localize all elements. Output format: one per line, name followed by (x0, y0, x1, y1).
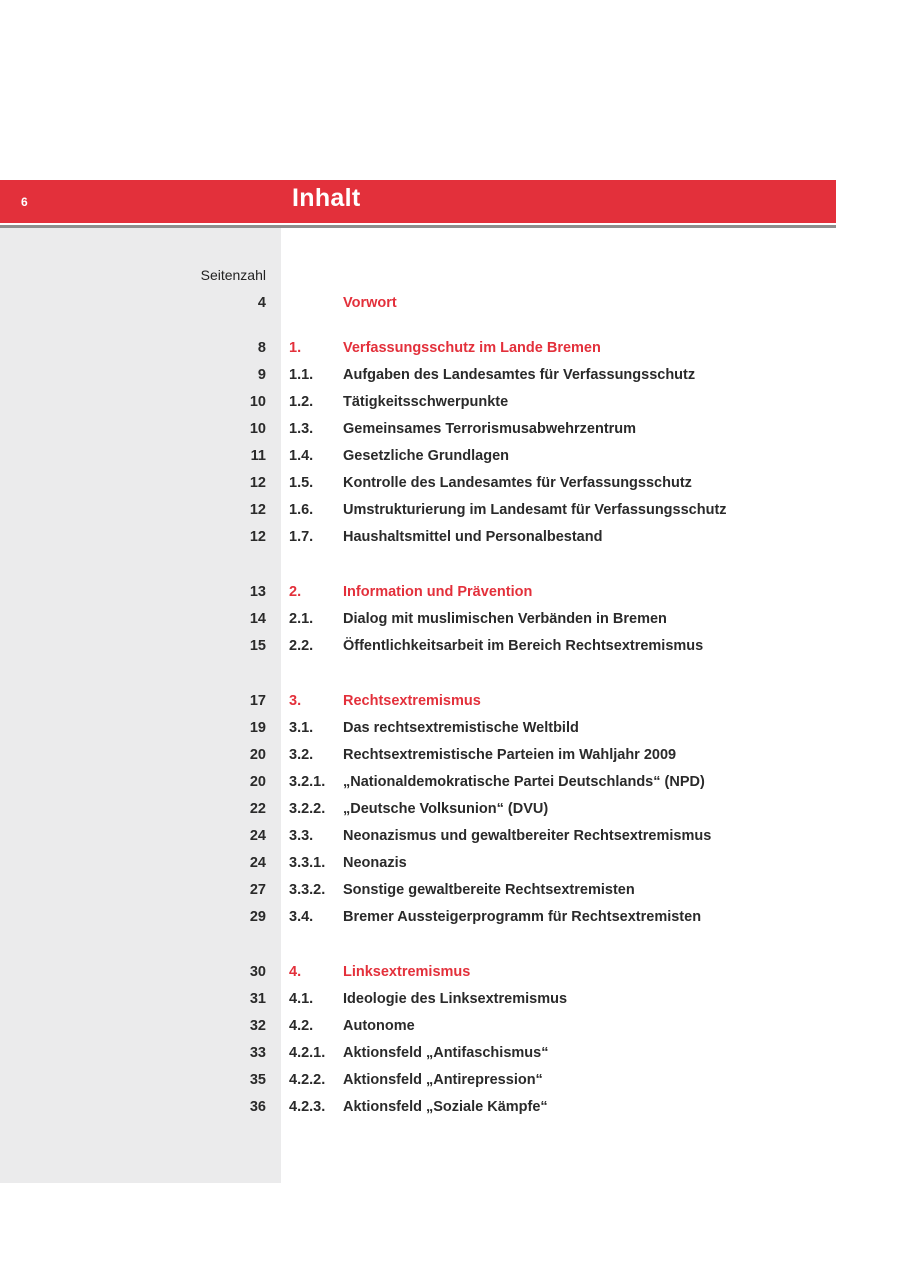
toc-page-number: 10 (249, 421, 266, 437)
toc-section-number: 1.7. (289, 529, 314, 545)
toc-section-number: 1.6. (289, 502, 314, 518)
toc-page-number: 13 (249, 584, 266, 600)
toc-page-number: 31 (249, 991, 266, 1007)
toc-page-number: 17 (249, 693, 266, 709)
toc-section-number: 1.5. (289, 475, 314, 491)
toc-page-number: 10 (249, 394, 266, 410)
toc-section-title: Umstrukturierung im Landesamt für Verfassungsschutz (343, 502, 727, 518)
toc-section-number: 3. (289, 693, 302, 709)
toc-section-number: 2.1. (289, 611, 314, 627)
page-title: Inhalt (292, 184, 361, 212)
toc-section-number: 1.4. (289, 448, 314, 464)
toc-section-number: 3.3.1. (289, 855, 326, 871)
toc-section-number: 3.3. (289, 828, 314, 844)
toc-page-number: 11 (250, 448, 266, 464)
toc-entry (0, 691, 900, 711)
toc-section-title: Gemeinsames Terrorismusabwehrzentrum (343, 421, 637, 437)
toc-entry (0, 989, 900, 1009)
toc-section-number: 3.2.2. (289, 801, 326, 817)
toc-section-number: 2.2. (289, 638, 314, 654)
toc-entry (0, 338, 900, 358)
toc-section-number: 4. (289, 964, 302, 980)
toc-page-number: 24 (249, 828, 266, 844)
toc-page-number: 22 (249, 801, 266, 817)
toc-section-title: „Nationaldemokratische Partei Deutschlands“ (NPD) (343, 774, 705, 790)
toc-section-number: 3.1. (289, 720, 314, 736)
toc-section-title: Rechtsextremismus (343, 693, 481, 709)
title-band (0, 180, 836, 223)
toc-section-title: Ideologie des Linksextremismus (343, 991, 568, 1007)
toc-section-title: Rechtsextremistische Parteien im Wahljahr 2009 (343, 747, 677, 763)
toc-section-title: Aktionsfeld „Antifaschismus“ (343, 1045, 549, 1061)
toc-section-number: 2. (289, 584, 302, 600)
toc-entry (0, 392, 900, 412)
toc-section-number: 1.2. (289, 394, 314, 410)
toc-section-number: 4.2. (289, 1018, 314, 1034)
toc-section-title: Dialog mit muslimischen Verbänden in Bremen (343, 611, 667, 627)
toc-entry (0, 880, 900, 900)
toc-page-number: 9 (257, 367, 266, 383)
toc-entry (0, 636, 900, 656)
toc-entry (0, 293, 900, 313)
page-number: 6 (21, 195, 28, 209)
toc-entry (0, 446, 900, 466)
toc-section-number: 4.2.1. (289, 1045, 326, 1061)
toc-section-title: Haushaltsmittel und Personalbestand (343, 529, 603, 545)
toc-section-number: 1.3. (289, 421, 314, 437)
toc-entry (0, 609, 900, 629)
toc-page-number: 36 (249, 1099, 266, 1115)
toc-page-number: 32 (249, 1018, 266, 1034)
toc-page-number: 20 (249, 774, 266, 790)
toc-section-title: Sonstige gewaltbereite Rechtsextremisten (343, 882, 635, 898)
toc-section-number: 1. (289, 340, 302, 356)
toc-page-number: 27 (249, 882, 266, 898)
page-column-label: Seitenzahl (200, 267, 266, 283)
toc-page-number: 15 (249, 638, 266, 654)
toc-entry (0, 907, 900, 927)
toc-entry (0, 1043, 900, 1063)
toc-section-number: 3.3.2. (289, 882, 326, 898)
toc-entry (0, 853, 900, 873)
toc-section-title: Aufgaben des Landesamtes für Verfassungsschutz (343, 367, 696, 383)
toc-section-number: 3.2. (289, 747, 314, 763)
toc-section-number: 4.2.2. (289, 1072, 326, 1088)
toc-page-number: 29 (249, 909, 266, 925)
toc-entry (0, 826, 900, 846)
toc-page-number: 12 (249, 529, 266, 545)
toc-entry (0, 799, 900, 819)
toc-page-number: 12 (249, 502, 266, 518)
toc-entry (0, 365, 900, 385)
toc-page-number: 19 (249, 720, 266, 736)
toc-entry (0, 500, 900, 520)
toc-section-number: 4.1. (289, 991, 314, 1007)
toc-page-number: 12 (249, 475, 266, 491)
toc-entry (0, 419, 900, 439)
toc-section-title: Vorwort (343, 295, 397, 311)
toc-section-title: Bremer Aussteigerprogramm für Rechtsextremisten (343, 909, 702, 925)
toc-page-number: 4 (257, 295, 266, 311)
toc-page-number: 35 (249, 1072, 266, 1088)
toc-entry (0, 473, 900, 493)
toc-entry (0, 1016, 900, 1036)
toc-entry (0, 962, 900, 982)
toc-section-title: Neonazismus und gewaltbereiter Rechtsextremismus (343, 828, 712, 844)
toc-section-title: „Deutsche Volksunion“ (DVU) (343, 801, 549, 817)
toc-page-number: 24 (249, 855, 266, 871)
toc-section-title: Öffentlichkeitsarbeit im Bereich Rechtsextremismus (343, 638, 704, 654)
title-band-rule (0, 225, 836, 228)
toc-entry (0, 1070, 900, 1090)
toc-section-number: 3.4. (289, 909, 314, 925)
toc-section-title: Neonazis (343, 855, 407, 871)
toc-entry (0, 745, 900, 765)
toc-section-title: Autonome (343, 1018, 415, 1034)
toc-section-number: 3.2.1. (289, 774, 326, 790)
toc-entry (0, 772, 900, 792)
toc-section-title: Information und Prävention (343, 584, 533, 600)
toc-section-title: Kontrolle des Landesamtes für Verfassungsschutz (343, 475, 692, 491)
toc-section-title: Das rechtsextremistische Weltbild (343, 720, 579, 736)
toc-section-number: 4.2.3. (289, 1099, 326, 1115)
toc-entry (0, 1097, 900, 1117)
toc-entry (0, 718, 900, 738)
toc-entry (0, 582, 900, 602)
toc-page-number: 33 (249, 1045, 266, 1061)
toc-section-title: Tätigkeitsschwerpunkte (343, 394, 509, 410)
toc-section-title: Aktionsfeld „Soziale Kämpfe“ (343, 1099, 548, 1115)
toc-entry (0, 527, 900, 547)
toc-section-title: Verfassungsschutz im Lande Bremen (343, 340, 601, 356)
toc-section-title: Aktionsfeld „Antirepression“ (343, 1072, 543, 1088)
toc-section-title: Linksextremismus (343, 964, 471, 980)
toc-page-number: 14 (249, 611, 266, 627)
toc-section-number: 1.1. (289, 367, 314, 383)
toc-page-number: 30 (249, 964, 266, 980)
toc-page-number: 20 (249, 747, 266, 763)
toc-section-title: Gesetzliche Grundlagen (343, 448, 509, 464)
toc-page-number: 8 (257, 340, 266, 356)
